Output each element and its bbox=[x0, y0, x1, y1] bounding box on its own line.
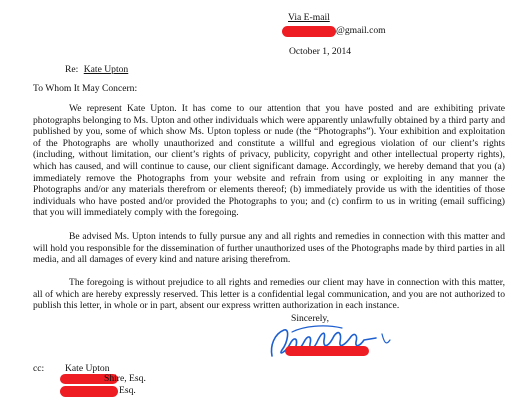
re-subject: Kate Upton bbox=[83, 64, 129, 75]
cc-recipient-3: Esq. bbox=[119, 385, 136, 396]
cc-label: cc: bbox=[33, 363, 45, 374]
re-label: Re: bbox=[65, 64, 79, 75]
redacted-signature-name bbox=[285, 346, 369, 356]
letter-date: October 1, 2014 bbox=[289, 46, 352, 57]
redacted-email-user bbox=[282, 26, 336, 37]
redacted-cc-3 bbox=[60, 386, 118, 397]
via-email-label: Via E-mail bbox=[288, 12, 330, 23]
body-paragraph-3: The foregoing is without prejudice to all rights and remedies our client may have in connection with this matter, all of which are hereby expressly reserved. This letter is a confidential legal communication, and you are not authorized to publish this letter, in whole or in part, absent our express written authorization in each instance. bbox=[33, 277, 505, 312]
body-paragraph-1: We represent Kate Upton. It has come to our attention that you have posted and are exhibiting private photographs belonging to Ms. Upton and other individuals which were apparently unlawfully obtained by a third party and published by you, some of which show Ms. Upton topless or nude (the “Photographs”). Your exhibition and exploitation of the Photographs are wholly unauthorized and constitute a willful and egregious violation of our client’s rights (including, without limitation, our client’s rights of privacy, publicity, copyright and other intellectual property rights), which has caused, and will continue to cause, our client significant damage. Accordingly, we hereby demand that you (a) immediately remove the Photographs from your website and refrain from using or exploiting in any manner the Photographs and/or any materials therefrom or elements thereof; (b) immediately provide us with the identities of those individuals who have posted and/or provided the Photographs to you; and (c) confirm to us in writing (email sufficing) that you will immediately comply with the foregoing. bbox=[33, 103, 505, 219]
cc-recipient-2: Shire, Esq. bbox=[104, 373, 146, 384]
email-domain: @gmail.com bbox=[336, 25, 386, 36]
cc-recipient-1: Kate Upton bbox=[65, 363, 110, 374]
salutation: To Whom It May Concern: bbox=[33, 83, 138, 94]
body-paragraph-2: Be advised Ms. Upton intends to fully pursue any and all rights and remedies in connection with this matter and will hold you responsible for the dissemination of further unauthorized uses of the Photographs made by third parties in all media, and all damages of every kind and nature arising therefrom. bbox=[33, 231, 505, 266]
handwritten-signature bbox=[264, 322, 414, 362]
re-line bbox=[65, 64, 128, 76]
closing: Sincerely, bbox=[291, 313, 330, 324]
